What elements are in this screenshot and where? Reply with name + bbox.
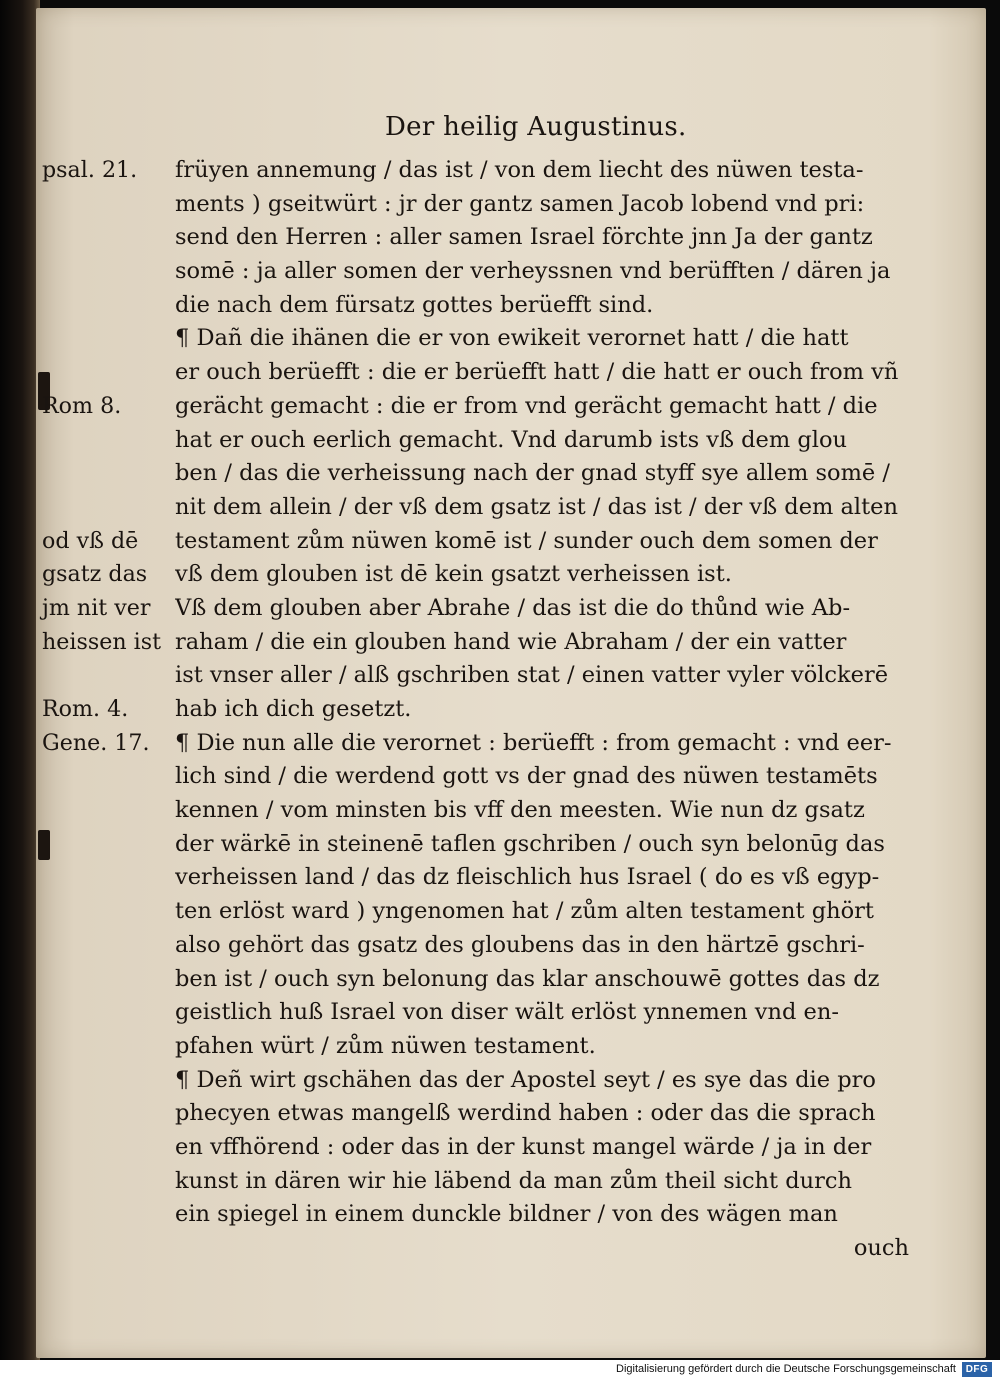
text-line: ouch <box>853 1235 909 1261</box>
text-line: lich sind / die werdend gott vs der gnad des nüwen testamēts <box>175 763 878 790</box>
text-line: hat er ouch eerlich gemacht. Vnd darumb ists vß dem glou <box>175 426 848 453</box>
text-line: der wärkē in steinenē taflen gschriben / ouch syn belonūg das <box>175 830 885 857</box>
text-line: testament zům nüwen komē ist / sunder ouch dem somen der <box>175 527 878 554</box>
text-line: ten erlöst ward ) yngenomen hat / zům alten testament ghört <box>175 898 874 925</box>
marginal-note: Gene. 17. <box>42 729 150 756</box>
text-line: kennen / vom minsten bis vff den meesten. Wie nun dz gsatz <box>175 797 865 824</box>
funding-credit: Digitalisierung gefördert durch die Deutsche Forschungsgemeinschaft <box>616 1363 956 1375</box>
text-line: er ouch berüefft : die er berüefft hatt / die hatt er ouch from vñ <box>175 359 899 386</box>
text-line: ben / das die verheissung nach der gnad styff sye allem somē / <box>175 460 890 487</box>
text-line: gerächt gemacht : die er from vnd gerächt gemacht hatt / die <box>175 392 878 419</box>
running-head: Der heilig Augustinus. <box>385 112 687 142</box>
dfg-logo-icon: DFG <box>962 1362 992 1377</box>
marginal-note: heissen ist <box>42 628 162 655</box>
body-text <box>175 154 915 1266</box>
text-line: ist vnser aller / alß gschriben stat / einen vatter vyler völckerē <box>175 662 889 689</box>
marginal-note: psal. 21. <box>42 157 138 183</box>
binding-thread-mark <box>38 830 50 860</box>
text-line: phecyen etwas mangelß werdind haben : oder das die sprach <box>175 1100 876 1127</box>
marginal-note: gsatz das <box>42 561 148 588</box>
marginal-note: od vß dē <box>42 527 139 554</box>
marginal-note: Rom 8. <box>42 392 122 419</box>
text-line: ¶ Die nun alle die verornet : berüefft : from gemacht : vnd eer- <box>175 729 892 756</box>
text-line: kunst in dären wir hie läbend da man zům theil sicht durch <box>175 1167 852 1194</box>
marginal-note: Rom. 4. <box>42 696 129 723</box>
text-line: send den Herren : aller samen Israel förchte jnn Ja der gantz <box>175 224 873 251</box>
text-line: en vffhörend : oder das in der kunst mangel wärde / ja in der <box>175 1133 872 1160</box>
text-line: ments ) gseitwürt : jr der gantz samen Jacob lobend vnd pri: <box>175 190 865 217</box>
text-line: somē : ja aller somen der verheyssnen vnd berüfften / dären ja <box>175 258 891 285</box>
text-line: früyen annemung / das ist / von dem liecht des nüwen testa- <box>175 157 864 183</box>
text-line: verheissen land / das dz fleischlich hus Israel ( do es vß egyp- <box>175 864 880 891</box>
text-line: hab ich dich gesetzt. <box>175 696 412 722</box>
text-line: Vß dem glouben aber Abrahe / das ist die do thůnd wie Ab- <box>175 594 851 621</box>
text-line: ein spiegel in einem dunckle bildner / von des wägen man <box>175 1201 838 1228</box>
text-line: vß dem glouben ist dē kein gsatzt verheissen ist. <box>175 561 732 588</box>
text-line: also gehört das gsatz des gloubens das in den härtzē gschri- <box>175 931 865 958</box>
footer-bar <box>0 1360 1000 1380</box>
text-line: nit dem allein / der vß dem gsatz ist / das ist / der vß dem alten <box>175 493 898 520</box>
text-line: pfahen würt / zům nüwen testament. <box>175 1032 596 1059</box>
text-line: raham / die ein glouben hand wie Abraham / der ein vatter <box>175 628 847 655</box>
text-line: ben ist / ouch syn belonung das klar anschouwē gottes das dz <box>175 965 880 992</box>
book-binding <box>0 0 40 1360</box>
marginal-note: jm nit ver <box>42 595 151 622</box>
text-line: ¶ Dañ die ihänen die er von ewikeit verornet hatt / die hatt <box>175 325 849 352</box>
text-line: ¶ Deñ wirt gschähen das der Apostel seyt / es sye das die pro <box>175 1066 876 1093</box>
text-line: geistlich huß Israel von diser wält erlöst ynnemen vnd en- <box>175 999 839 1026</box>
text-line: die nach dem fürsatz gottes berüefft sind. <box>175 291 654 318</box>
